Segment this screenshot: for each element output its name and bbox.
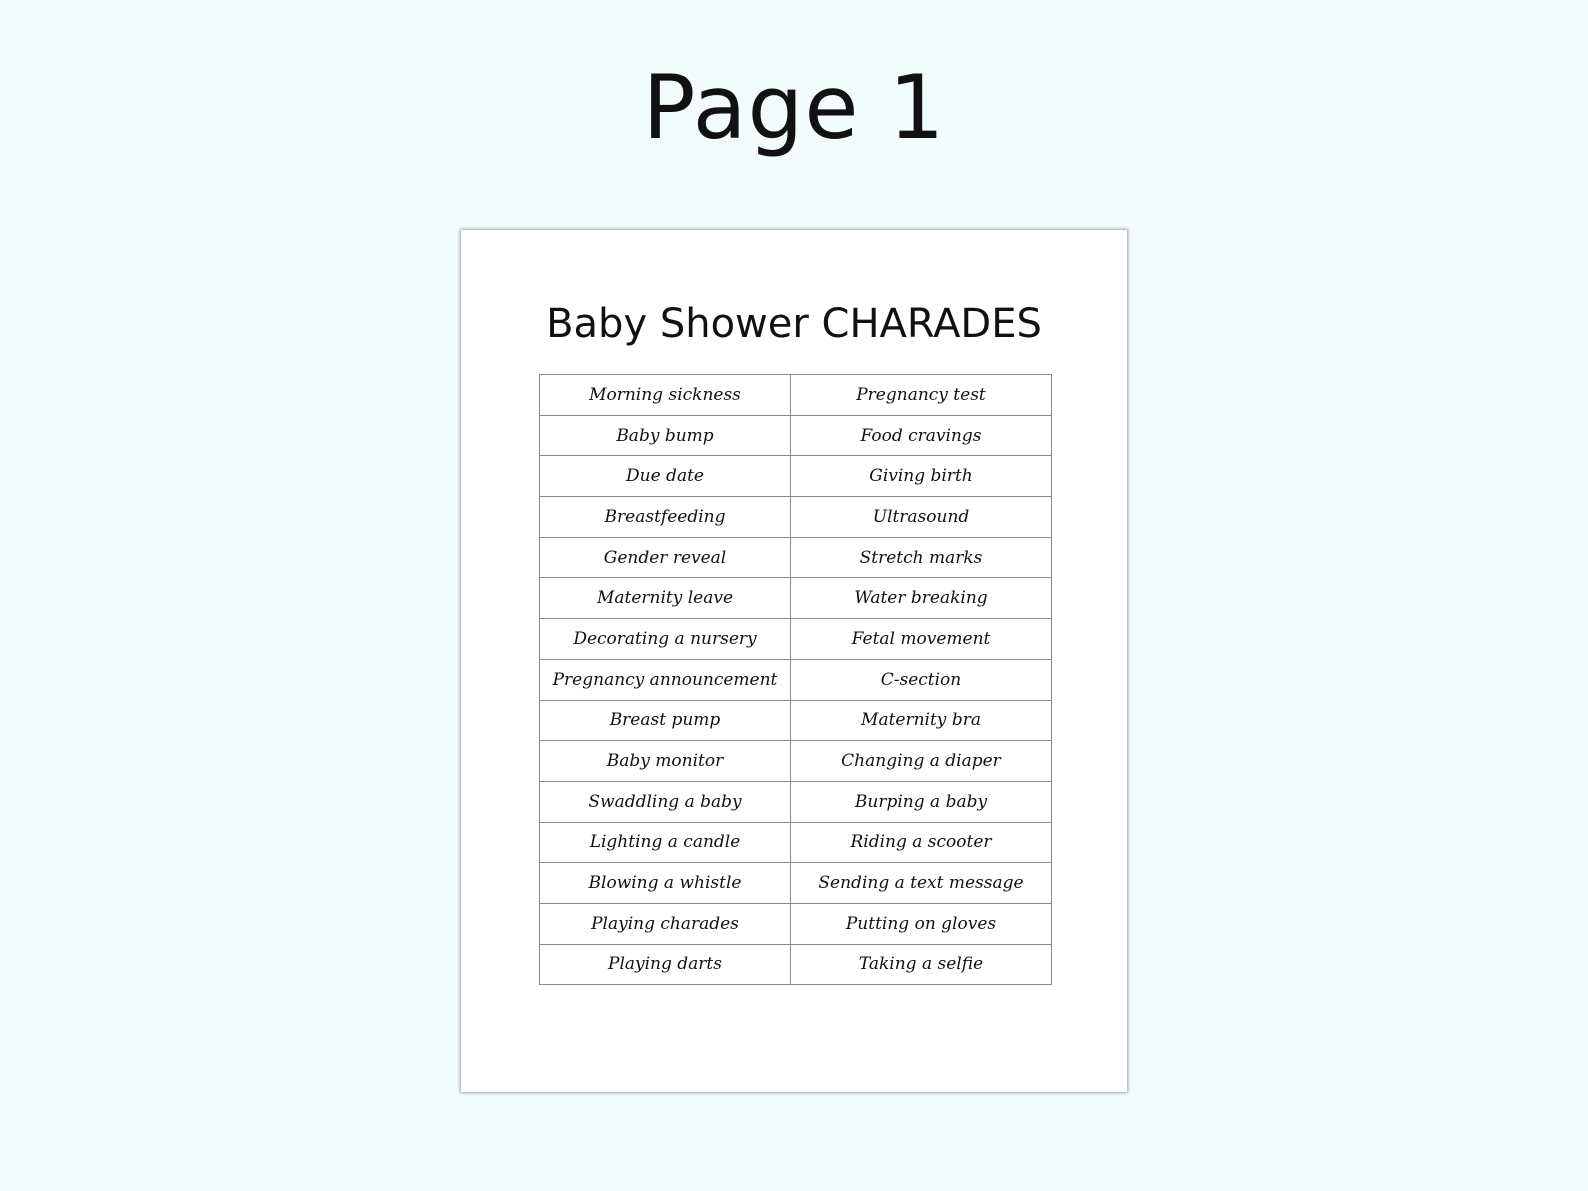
table-row xyxy=(540,903,1052,944)
charade-cell: C-section xyxy=(791,659,1052,700)
charade-cell: Swaddling a baby xyxy=(540,781,791,822)
charade-cell: Changing a diaper xyxy=(791,741,1052,782)
charade-cell: Maternity bra xyxy=(791,700,1052,741)
page-label: Page 1 xyxy=(642,56,946,159)
table-row xyxy=(540,375,1052,416)
charade-cell: Fetal movement xyxy=(791,619,1052,660)
table-row xyxy=(540,497,1052,538)
table-row xyxy=(540,456,1052,497)
table-row xyxy=(540,863,1052,904)
table-row xyxy=(540,578,1052,619)
charade-cell: Gender reveal xyxy=(540,537,791,578)
charade-cell: Pregnancy test xyxy=(791,375,1052,416)
charade-cell: Putting on gloves xyxy=(791,903,1052,944)
charade-cell: Lighting a candle xyxy=(540,822,791,863)
charade-cell: Breastfeeding xyxy=(540,497,791,538)
table-row xyxy=(540,537,1052,578)
charade-cell: Baby bump xyxy=(540,415,791,456)
charade-cell: Blowing a whistle xyxy=(540,863,791,904)
table-row xyxy=(540,619,1052,660)
charade-cell: Due date xyxy=(540,456,791,497)
table-row xyxy=(540,944,1052,985)
charade-cell: Breast pump xyxy=(540,700,791,741)
charade-cell: Taking a selfie xyxy=(791,944,1052,985)
charade-cell: Maternity leave xyxy=(540,578,791,619)
charade-cell: Playing charades xyxy=(540,903,791,944)
sheet-title: Baby Shower CHARADES xyxy=(546,301,1042,347)
charade-cell: Playing darts xyxy=(540,944,791,985)
charade-cell: Morning sickness xyxy=(540,375,791,416)
charade-cell: Pregnancy announcement xyxy=(540,659,791,700)
charade-cell: Burping a baby xyxy=(791,781,1052,822)
charades-sheet xyxy=(461,230,1127,1092)
charade-cell: Decorating a nursery xyxy=(540,619,791,660)
table-row xyxy=(540,415,1052,456)
charade-cell: Food cravings xyxy=(791,415,1052,456)
table-row xyxy=(540,659,1052,700)
charade-cell: Baby monitor xyxy=(540,741,791,782)
charade-cell: Stretch marks xyxy=(791,537,1052,578)
charades-table xyxy=(539,374,1052,985)
table-row xyxy=(540,700,1052,741)
charade-cell: Water breaking xyxy=(791,578,1052,619)
table-row xyxy=(540,741,1052,782)
charade-cell: Sending a text message xyxy=(791,863,1052,904)
table-row xyxy=(540,822,1052,863)
table-row xyxy=(540,781,1052,822)
charade-cell: Riding a scooter xyxy=(791,822,1052,863)
charade-cell: Giving birth xyxy=(791,456,1052,497)
charade-cell: Ultrasound xyxy=(791,497,1052,538)
